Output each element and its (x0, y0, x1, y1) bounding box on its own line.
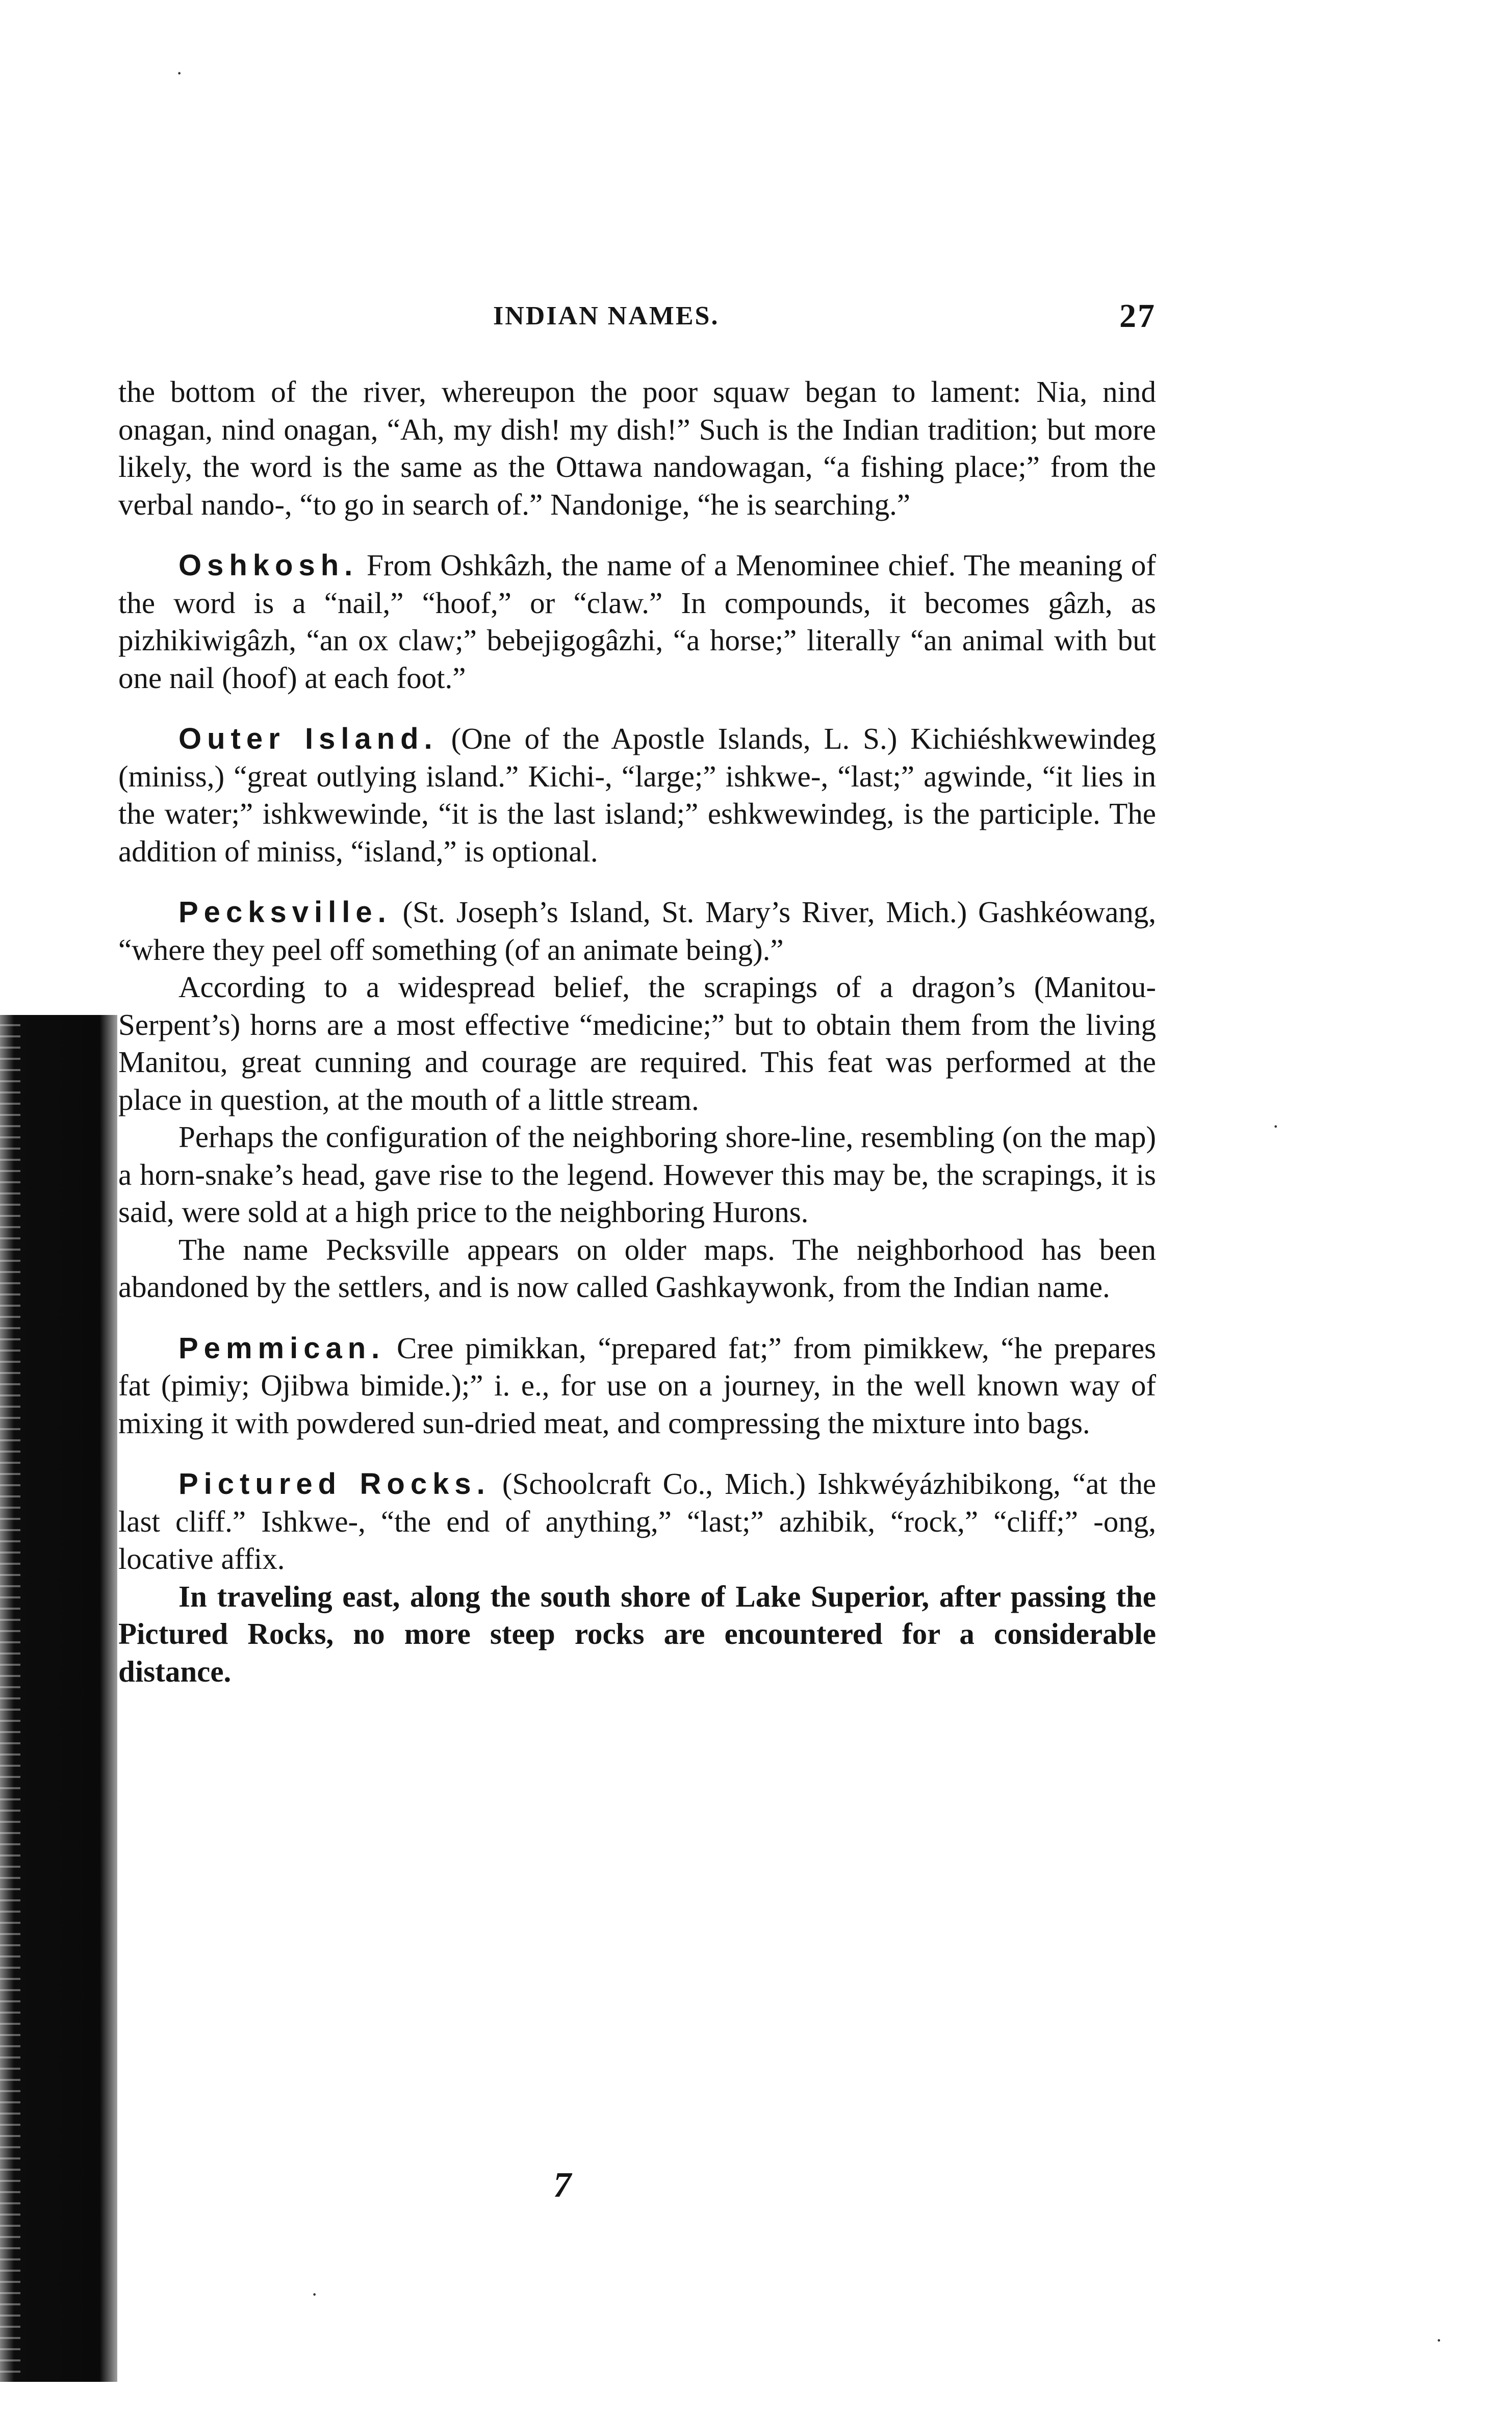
entry-headword: Pecksville. (178, 896, 392, 929)
entry-pemmican (118, 1330, 1156, 1442)
paragraph-text: In traveling east, along the south shore of Lake Superior, after passing the Pictured Rocks, no more steep rocks are encountered for a considerable distance. (118, 1579, 1156, 1688)
entry-headword: Pemmican. (178, 1331, 386, 1365)
entry-pictured-rocks (118, 1465, 1156, 1578)
entry-pecksville (118, 894, 1156, 969)
paragraph-text: Perhaps the configuration of the neighboring shore-line, resembling (on the map) a horn-snake’s head, gave rise to the legend. However this may be, the scrapings, it is said, were sold at a high price to the neighboring Hurons. (118, 1120, 1156, 1229)
book-page (118, 297, 1157, 1690)
entry-text: (Schoolcraft Co., Mich.) Ishkwéyázhibikong, “at the last cliff.” Ishkwe-, “the end of anything,” “last;” azhibik, “rock,” “cliff;” -ong, locative affix. (118, 1467, 1157, 1575)
entry-text: (St. Joseph’s Island, St. Mary’s River, Mich.) Gashkéowang, “where they peel off something (of an animate being).” (118, 895, 1157, 967)
entry-text: (One of the Apostle Islands, L. S.) Kichiéshkwewindeg (miniss,) “great outlying island.” Kichi-, “large;” ishkwe-, “last;” agwinde, “it lies in the water;” ishkwewinde, “it is the last island;” eshkwewindeg, is the participle. The addition of miniss, “island,” is optional. (118, 722, 1157, 868)
running-title: INDIAN NAMES. (493, 301, 720, 331)
scan-speck: · (176, 62, 183, 85)
signature-mark: 7 (553, 2166, 571, 2205)
entry-text: Cree pimikkan, “prepared fat;” from pimikkew, “he prepares fat (pimiy; Ojibwa bimide.);” i. e., for use on a journey, in the well known way of mixing it with powdered sun-dried meat, and compressing the mixture into bags. (118, 1331, 1156, 1440)
entry-headword: Oshkosh. (178, 549, 358, 582)
scan-speck: · (1272, 1115, 1279, 1138)
paragraph (118, 1578, 1156, 1691)
paragraph (118, 969, 1156, 1118)
page-header (118, 297, 1156, 342)
paragraph-text: the bottom of the river, whereupon the poor squaw began to lament: Nia, nind onagan, nind onagan, “Ah, my dish! my dish!” Such is the Indian tradition; but more likely, the word is the same as the Ottawa nandowagan, “a fishing place;” from the verbal nando-, “to go in search of.” Nandonige, “he is searching.” (118, 375, 1156, 521)
entry-headword: Pictured Rocks. (178, 1467, 491, 1501)
page-number: 27 (1119, 297, 1156, 335)
paragraph-text: The name Pecksville appears on older maps. The neighborhood has been abandoned by the settlers, and is now called Gashkaywonk, from the Indian name. (118, 1232, 1156, 1304)
scan-speck: · (311, 2283, 318, 2306)
paragraph (118, 1118, 1156, 1231)
paragraph (118, 1231, 1156, 1306)
entry-headword: Outer Island. (178, 722, 438, 755)
entry-outer-island (118, 720, 1156, 870)
paragraph-continuation (118, 373, 1156, 523)
scan-edge-shadow (0, 1015, 117, 2382)
paragraph-text: According to a widespread belief, the scrapings of a dragon’s (Manitou-Serpent’s) horns are a most effective “medicine;” but to obtain them from the living Manitou, great cunning and courage are required. This feat was performed at the place in question, at the mouth of a little stream. (118, 970, 1156, 1116)
entry-oshkosh (118, 547, 1156, 697)
page-body (118, 373, 1156, 1690)
entry-text: From Oshkâzh, the name of a Menominee chief. The meaning of the word is a “nail,” “hoof,” or “claw.” In compounds, it becomes gâzh, as pizhikiwigâzh, “an ox claw;” bebejigogâzhi, “a horse;” literally “an animal with but one nail (hoof) at each foot.” (118, 548, 1156, 695)
scan-speck: · (1436, 2329, 1443, 2352)
